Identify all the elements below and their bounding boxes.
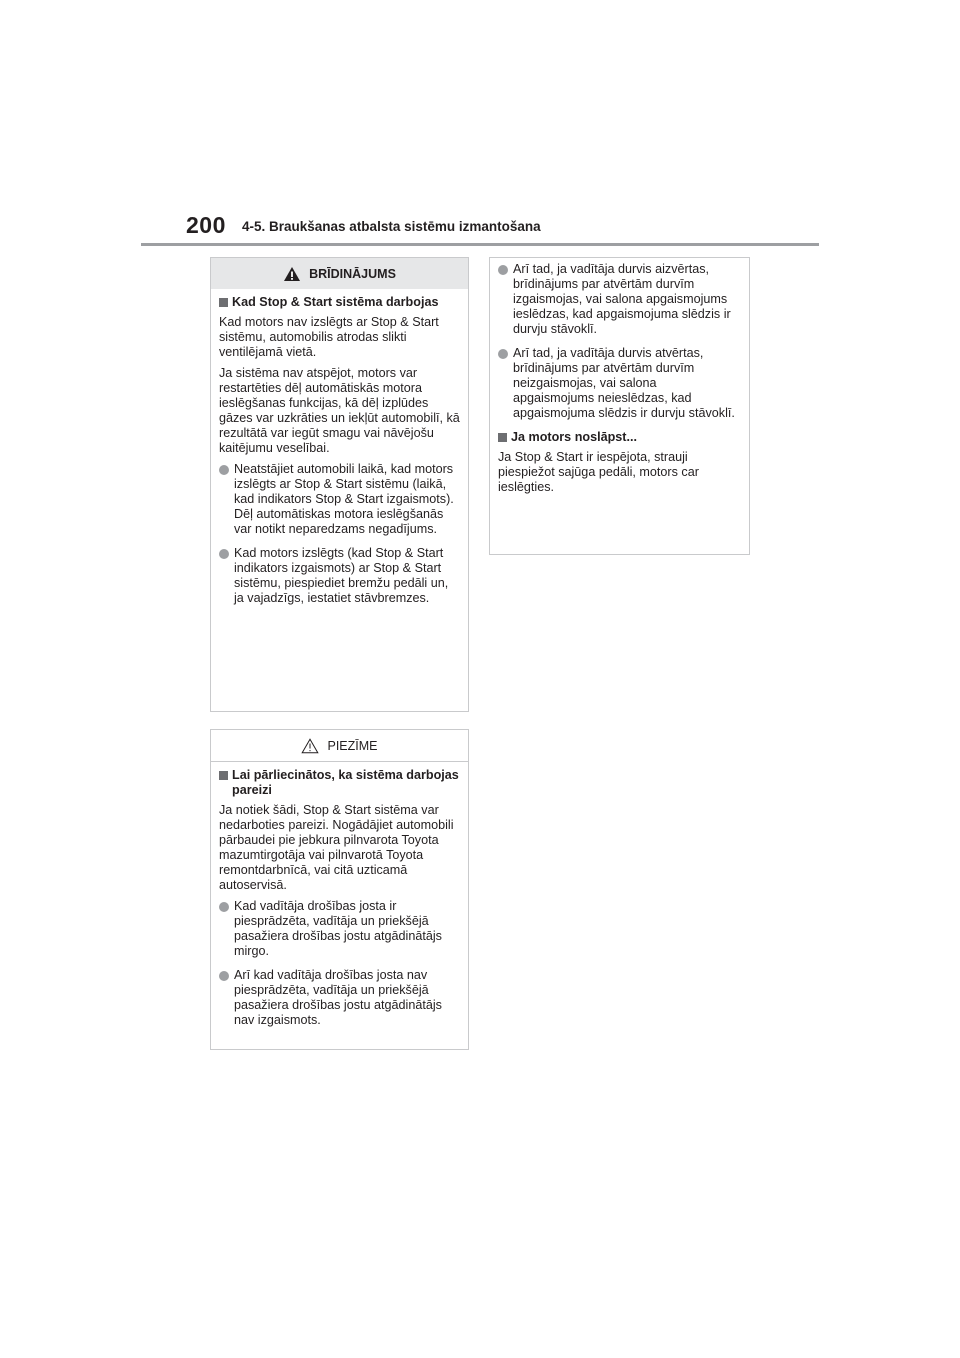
continued-list-item [498, 262, 741, 337]
section-title: 4-5. Braukšanas atbalsta sistēmu izmantošana [242, 219, 541, 234]
square-bullet-icon [498, 433, 507, 442]
round-bullet-icon [498, 265, 508, 275]
notice-paragraph: Ja notiek šādi, Stop & Start sistēma var nedarboties pareizi. Nogādājiet automobili pārbaudei pie jebkura pilnvarota Toyota mazumtirgotāja vai pilnvarotā Toyota remontdarbnīcā, vai citā uzticamā autoservisā. [219, 803, 454, 892]
notice-list-item [219, 968, 460, 1028]
continued-list-item [498, 346, 741, 421]
header-rule [141, 243, 819, 246]
page-number: 200 [186, 212, 226, 238]
continued-box-body [490, 258, 749, 509]
round-bullet-icon [219, 549, 229, 559]
warning-title: BRĪDINĀJUMS [309, 266, 396, 281]
square-bullet-icon [219, 298, 228, 307]
continued-heading-text: Ja motors noslāpst... [511, 430, 637, 444]
notice-title: PIEZĪME [327, 738, 378, 753]
continued-heading [498, 430, 741, 445]
warning-heading-text: Kad Stop & Start sistēma darbojas [232, 295, 439, 309]
notice-box-header [211, 730, 468, 762]
round-bullet-icon [219, 971, 229, 981]
round-bullet-icon [219, 465, 229, 475]
notice-heading [219, 768, 460, 798]
notice-list-item-text: Arī kad vadītāja drošības josta nav piesprādzēta, vadītāja un priekšējā pasažiera drošības jostu atgādinātājs nav izgaismots. [234, 968, 442, 1027]
warning-paragraph: Kad motors nav izslēgts ar Stop & Start sistēmu, automobilis atrodas slikti ventilējamā vietā. [219, 315, 439, 359]
round-bullet-icon [219, 902, 229, 912]
warning-triangle-outline-icon [301, 738, 319, 754]
warning-list-item-text: Neatstājiet automobili laikā, kad motors izslēgts ar Stop & Start sistēmu (laikā, kad indikators Stop & Start izgaismots). Dēļ automātiskas motora ieslēgšanās var notikt neparedzams negadījums. [234, 462, 454, 536]
notice-list-item [219, 899, 460, 959]
notice-box [210, 729, 469, 1050]
square-bullet-icon [219, 771, 228, 780]
notice-heading-text: Lai pārliecinātos, ka sistēma darbojas pareizi [232, 768, 459, 797]
warning-list-item-text: Kad motors izslēgts (kad Stop & Start indikators izgaismots) ar Stop & Start sistēmu, piespiediet bremžu pedāli un, ja vajadzīgs, iestatiet stāvbremzes. [234, 546, 449, 605]
warning-list-item [219, 462, 460, 537]
warning-list-item [219, 546, 460, 606]
warning-box [210, 257, 469, 712]
continued-paragraph: Ja Stop & Start ir iespējota, strauji piespiežot sajūga pedāli, motors car ieslēgties. [498, 450, 699, 494]
notice-box-body [211, 762, 468, 1045]
notice-list-item-text: Kad vadītāja drošības josta ir piesprādzēta, vadītāja un priekšējā pasažiera drošības jostu atgādinātājs mirgo. [234, 899, 442, 958]
continued-notice-box [489, 257, 750, 555]
warning-heading [219, 295, 460, 310]
continued-list-item-text: Arī tad, ja vadītāja durvis atvērtas, brīdinājums par atvērtām durvīm neizgaismojas, vai salona apgaismojums neieslēdzas, kad apgaismojuma slēdzis ir durvju stāvoklī. [513, 346, 735, 420]
warning-triangle-filled-icon [283, 266, 301, 282]
warning-paragraph: Ja sistēma nav atspējot, motors var restartēties dēļ automātiskās motora ieslēgšanas funkcijas, kā dēļ izplūdes gāzes var uzkrāties un iekļūt automobilī, kā rezultātā var iegūt smagu vai nāvējošu kaitējumu veselībai. [219, 366, 460, 455]
warning-box-header [211, 258, 468, 289]
continued-list-item-text: Arī tad, ja vadītāja durvis aizvērtas, brīdinājums par atvērtām durvīm izgaismojas, vai salona apgaismojums ieslēdzas, kad apgaismojuma slēdzis ir durvju stāvoklī. [513, 262, 731, 336]
round-bullet-icon [498, 349, 508, 359]
warning-box-body [211, 289, 468, 623]
